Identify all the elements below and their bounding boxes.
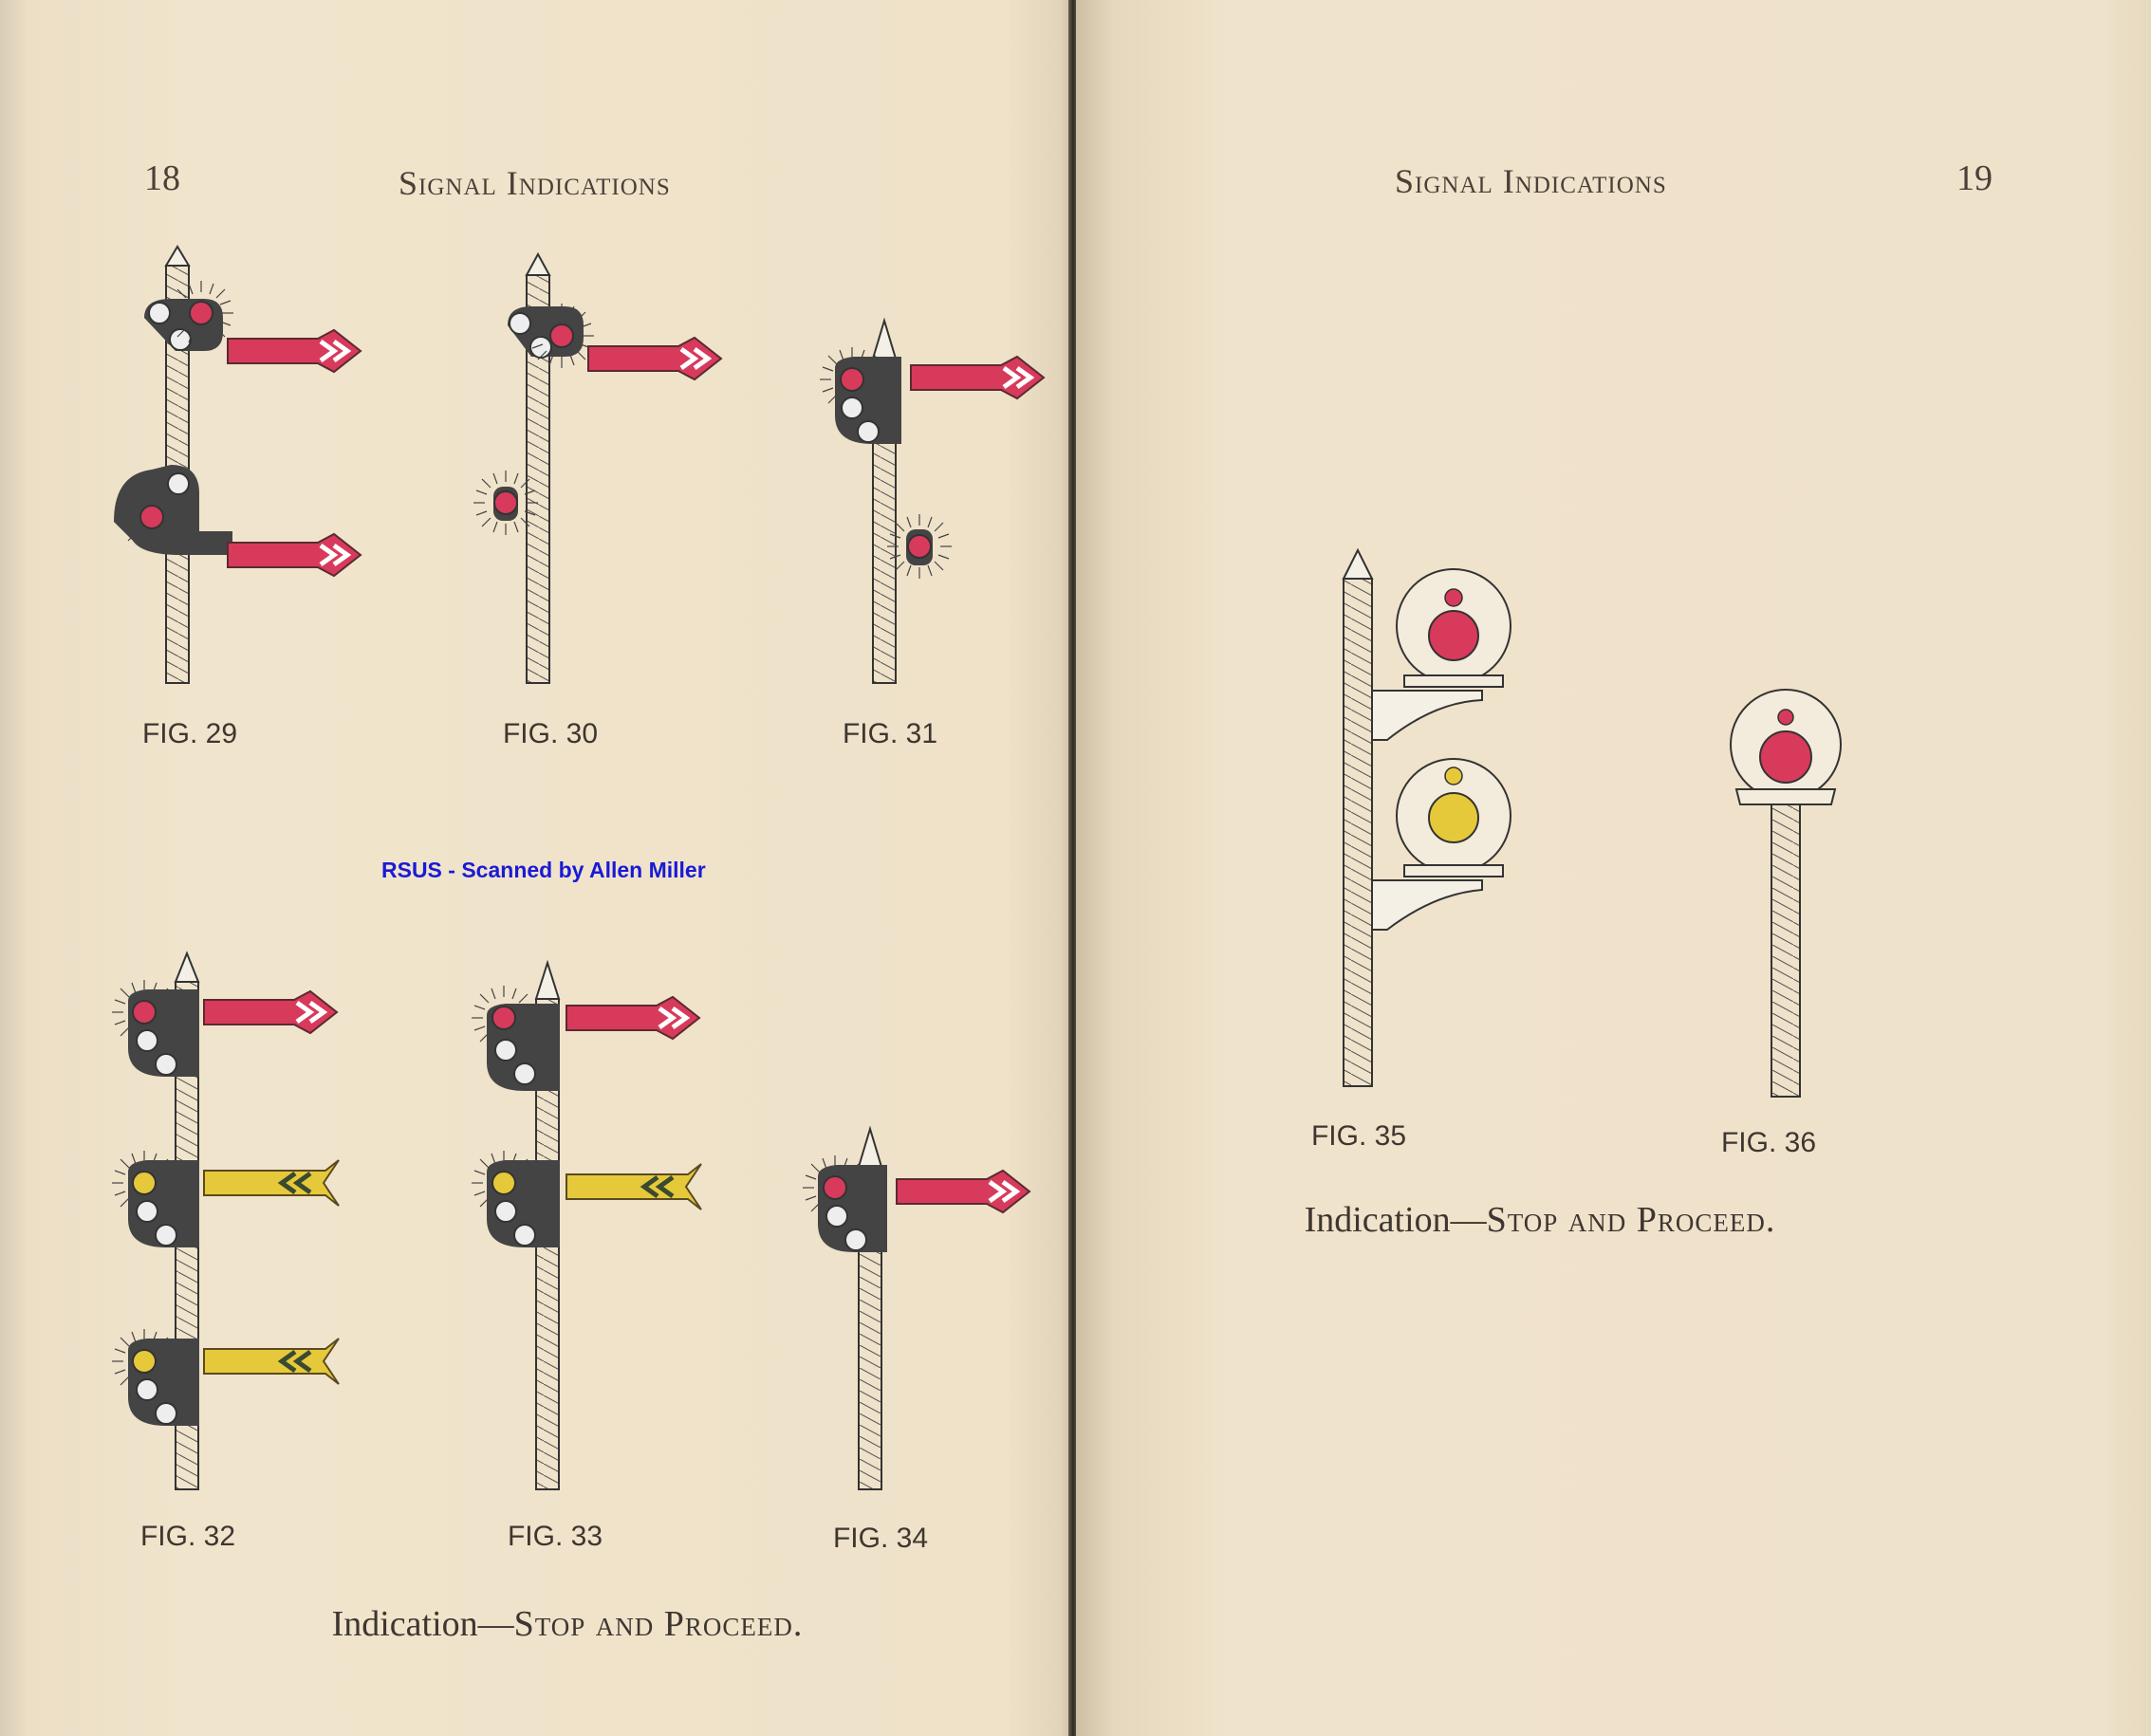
- caption-left-prefix: Indication—: [331, 1604, 514, 1644]
- page-header-left: Signal Indications: [399, 164, 671, 202]
- signal-figure-35: [1330, 550, 1577, 1091]
- figure-label-34: FIG. 34: [832, 1523, 929, 1554]
- scan-watermark: RSUS - Scanned by Allen Miller: [381, 858, 706, 882]
- signal-figure-34: [797, 1129, 1063, 1494]
- signal-figure-31: [797, 321, 1063, 691]
- figure-label-30: FIG. 30: [502, 718, 599, 749]
- figure-label-32: FIG. 32: [139, 1521, 236, 1552]
- caption-left-indication: Stop and Proceed.: [513, 1604, 804, 1644]
- caption-right: [1305, 1199, 1776, 1241]
- figure-label-33: FIG. 33: [507, 1521, 603, 1552]
- page-number-right: 19: [1956, 158, 1993, 198]
- signal-figure-32: [95, 953, 361, 1494]
- figure-label-31: FIG. 31: [842, 718, 938, 749]
- signal-figure-30: [455, 254, 721, 691]
- signal-figure-36: [1710, 683, 1862, 1100]
- caption-right-prefix: Indication—: [1304, 1200, 1487, 1240]
- signal-figure-33: [460, 963, 726, 1494]
- signal-figure-29: [95, 247, 361, 693]
- page-number-left: 18: [144, 158, 180, 198]
- figure-label-35: FIG. 35: [1310, 1120, 1407, 1152]
- caption-left: [332, 1603, 804, 1645]
- left-page: [0, 0, 1070, 1736]
- figure-label-36: FIG. 36: [1720, 1127, 1817, 1158]
- right-page: [1076, 0, 2151, 1736]
- caption-right-indication: Stop and Proceed.: [1486, 1200, 1776, 1240]
- figure-label-29: FIG. 29: [141, 718, 238, 749]
- page-header-right: Signal Indications: [1395, 162, 1667, 200]
